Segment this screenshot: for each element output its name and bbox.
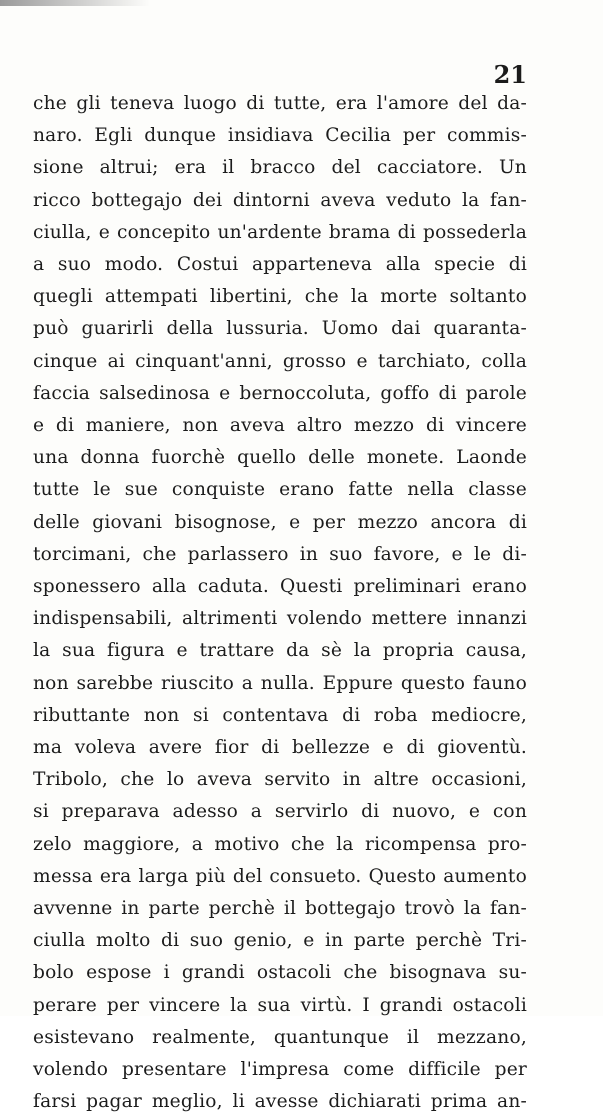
text-line: messa era larga più del consueto. Questo aumento [33,865,527,887]
text-line: perare per vincere la sua virtù. I grandi ostacoli [33,994,527,1016]
text-line: farsi pagar meglio, li avesse dichiarati prima an- [33,1091,527,1113]
text-line: si preparava adesso a servirlo di nuovo, e con [33,801,527,823]
text-line: può guarirli della lussuria. Uomo dai quaranta- [33,318,527,340]
page-number: 21 [493,60,527,89]
text-line: bolo espose i grandi ostacoli che bisognava su- [33,962,527,984]
body-text [33,88,527,1119]
text-line: ricco bottegajo dei dintorni aveva veduto la fan- [33,189,527,211]
text-line: delle giovani bisognose, e per mezzo ancora di [33,511,527,533]
text-line: quegli attempati libertini, che la morte soltanto [33,286,527,308]
text-line: cinque ai cinquant'anni, grosso e tarchiato, colla [33,350,527,372]
text-line: faccia salsedinosa e bernoccoluta, goffo di parole [33,382,527,404]
text-line: esistevano realmente, quantunque il mezzano, [33,1026,527,1048]
text-line: non sarebbe riuscito a nulla. Eppure questo fauno [33,672,527,694]
text-line: zelo maggiore, a motivo che la ricompensa pro- [33,833,527,855]
text-line: avvenne in parte perchè il bottegajo trovò la fan- [33,898,527,920]
text-line: Tribolo, che lo aveva servito in altre occasioni, [33,769,527,791]
text-line: la sua figura e trattare da sè la propria causa, [33,640,527,662]
text-line: volendo presentare l'impresa come difficile per [33,1059,527,1081]
text-line: ciulla molto di suo genio, e in parte perchè Tri- [33,930,527,952]
text-line: sponessero alla caduta. Questi preliminari erano [33,576,527,598]
text-line: tutte le sue conquiste erano fatte nella classe [33,479,527,501]
text-line: che gli teneva luogo di tutte, era l'amore del da- [33,93,527,114]
text-line: a suo modo. Costui apparteneva alla specie di [33,254,527,276]
text-line: sione altrui; era il bracco del cacciatore. Un [33,157,527,179]
text-line: naro. Egli dunque insidiava Cecilia per commis- [33,125,527,147]
text-line: ma voleva avere fior di bellezze e di gioventù. [33,737,527,759]
text-line: e di maniere, non aveva altro mezzo di vincere [33,415,527,437]
text-line: indispensabili, altrimenti volendo mettere innanzi [33,608,527,630]
scan-edge-smudge [0,0,150,6]
text-line: torcimani, che parlassero in suo favore, e le di- [33,543,527,565]
text-line: ributtante non si contentava di roba mediocre, [33,704,527,726]
text-line: una donna fuorchè quello delle monete. Laonde [33,447,527,469]
text-line: ciulla, e concepito un'ardente brama di possederla [33,221,527,243]
